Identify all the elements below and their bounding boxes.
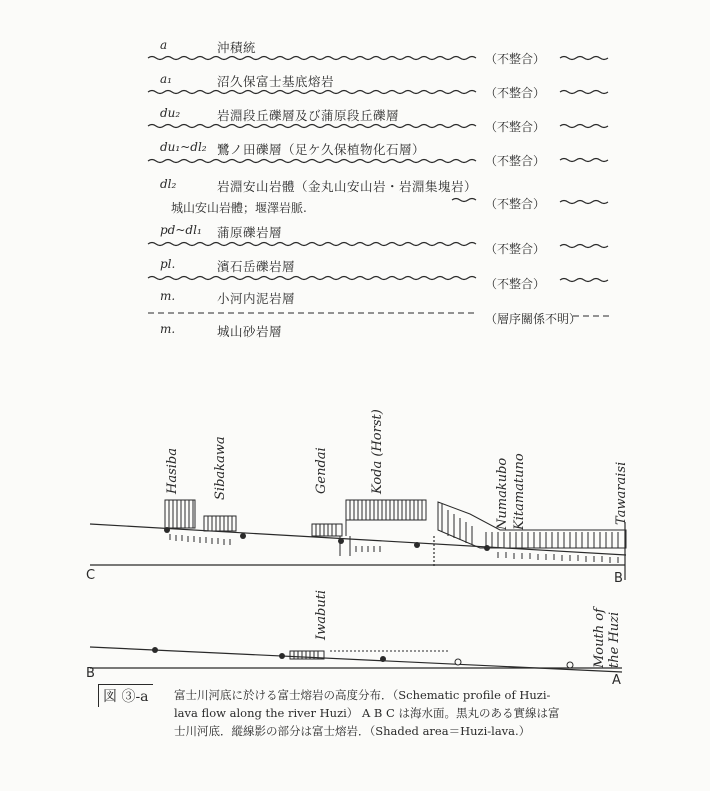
unit-symbol: m. (160, 322, 176, 336)
place-label: Tawaraisi (614, 461, 629, 525)
unit-name: 岩淵安山岩體（金丸山安山岩・岩淵集塊岩） (217, 179, 478, 194)
unit-name: 濱石岳礫岩層 (217, 259, 296, 274)
unit-symbol: du₁~dl₂ (160, 140, 207, 154)
unit-symbol: m. (160, 289, 176, 303)
relation-unknown-label: （層序關係不明） (485, 312, 582, 326)
unit-symbol: a₁ (160, 72, 172, 86)
unconformity-label: （不整合） (485, 197, 546, 211)
place-label: Gendai (314, 447, 329, 494)
place-label: Hasiba (165, 448, 180, 494)
lava-block-gendai (312, 524, 342, 536)
figure-label: 図 ③-a (98, 684, 153, 707)
unit-symbol: pl. (160, 257, 176, 271)
place-label: Mouth of (592, 608, 607, 668)
unit-name: 城山砂岩層 (217, 324, 283, 339)
unconformity-label: （不整合） (485, 120, 546, 134)
unconformity-label: （不整合） (485, 52, 546, 66)
lava-block-sibakawa (204, 516, 236, 531)
place-label: Kitamatuno (512, 453, 527, 530)
unit-symbol: dl₂ (160, 177, 177, 191)
lava-block-iwabuti (290, 651, 450, 659)
place-label: the Huzi (607, 611, 622, 668)
unit-name: 沖積統 (217, 40, 257, 55)
place-label: Numakubo (495, 457, 510, 530)
subline-text: 城山安山岩體；堰澤岩脈. (171, 201, 307, 215)
point-label-a: A (612, 673, 621, 688)
unconformity-label: （不整合） (485, 277, 546, 291)
unit-symbol: a (160, 38, 168, 52)
lava-block-koda (340, 500, 426, 556)
unit-name: 岩淵段丘礫層及び蒲原段丘礫層 (217, 108, 400, 123)
place-label: Sibakawa (213, 436, 228, 500)
unit-symbol: pd~dl₁ (160, 223, 202, 237)
caption-line: 士川河底．縱線影の部分は富士熔岩．（Shaded area＝Huzi-lava.） (174, 724, 531, 738)
place-label: Koda (Horst) (370, 409, 385, 494)
unit-name: 沼久保富士基底熔岩 (217, 74, 335, 89)
point-label-c: C (86, 568, 96, 583)
unit-name: 蒲原礫岩層 (217, 225, 283, 240)
unit-name: 鷺ノ田礫層（足ケ久保植物化石層） (217, 142, 426, 157)
point-label-b: B (614, 571, 623, 586)
point-label-b-lower: B (86, 666, 95, 681)
unconformity-label: （不整合） (485, 86, 546, 100)
caption-line: lava flow along the river Huzi） A B C は海水面。黒丸のある實線は富 (174, 706, 560, 720)
place-label: Iwabuti (314, 589, 329, 640)
unconformity-label: （不整合） (485, 242, 546, 256)
unit-symbol: du₂ (160, 106, 181, 120)
caption-line: 富士川河底に於ける富士熔岩の高度分布．（Schematic profile of Huzi- (174, 688, 551, 702)
unit-name: 小河内泥岩層 (217, 291, 296, 306)
unconformity-label: （不整合） (485, 154, 546, 168)
